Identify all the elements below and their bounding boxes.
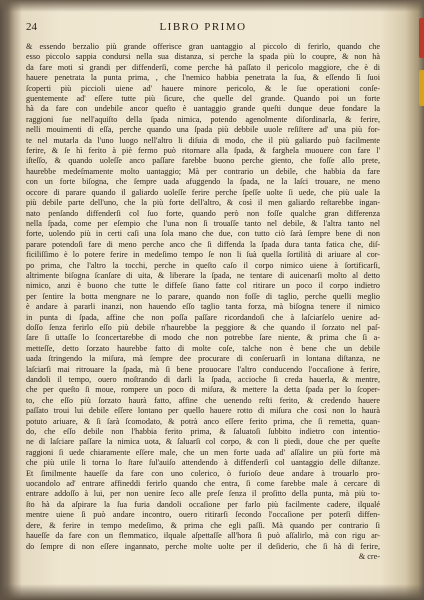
text-line: entrare addoſſo à lui, per non uenire ſeco alle preſe ſenza il proſitto della punta, mà più to- — [26, 489, 380, 499]
text-line: ferire, & ſe hì ferito à piè fermo può ritornare alla ſpada, & farghela muouere con fare l' — [26, 146, 380, 156]
printed-page — [26, 20, 400, 586]
text-line: ſcoperti più piccioli uiene ad' hauere minore pericolo, & le ſue operationi conſe- — [26, 83, 380, 93]
text-line: forte, uolendo più in certi caſi una ſola mano che due, con tutto ciò ſarà ſempre bene di non — [26, 229, 380, 239]
text-line: haurebbe medeſmamente molto uantaggio; Mà per contrario un debile, che habbia da fare — [26, 166, 380, 176]
text-line: da fare moti sì grandi per diffenderſi, come perche hà paſſato il pericolo maggiore, che è di — [26, 62, 380, 72]
text-line: esso piccolo sappia condursi nella sua distanza, si perche la spada più lo coupre, & non hà — [26, 52, 380, 62]
text-line: do ſempre di non eſſere ingannato, perche molte uolte per il deſiderio, che ſi hà di ferire, — [26, 541, 380, 551]
text-line: mentre uiene ſi può andare incontro, ouero ritirarſi ſecondo l'occaſione per poterſi diffen- — [26, 510, 380, 520]
text-line: to, che eſſo più ſorzato haurà fatto, affine che uenendo reſti ferito, & credendo hauere — [26, 395, 380, 405]
text-line: occore di parare quando il galiardo uoleſſe ferire perche ſpeſſe uolte ſi uede, che più uale la — [26, 187, 380, 197]
text-line: iſteſſo, & quando uoleſſe anco paſſare farebbe buono perche giento, che foſſe allo prete, — [26, 156, 380, 166]
text-line: è andare à pararli inanzi, non hauendo eſſo taglio tanta forza, mà biſogna tenere il nimico — [26, 302, 380, 312]
text-line: haueſſe da fare con un flemmatico, ilquale aſpettaſſe all'hora ſi può aſſalirlo, mà con rigu ar- — [26, 531, 380, 541]
text-line: parare potendoſi fare di meno perche anco che ſi diffenda la ſpada dura tanta fatica che, diſ- — [26, 239, 380, 249]
text-line: ſto hà da aſpirare la ſua furia dandoli occaſione per farlo più facilmente cadere, ilqualé — [26, 499, 380, 509]
top-edge-shadow — [0, 0, 424, 12]
text-line: dere, & ferire in tempo medeſimo, & prima che egli paſſi. Mà quando per contrario ſi — [26, 520, 380, 530]
text-line: ficiliſſimo è lo potere ferire in medeſimo tempo ſe non li ſuà quella ſortilità di ariuare al cor- — [26, 250, 380, 260]
page-header — [26, 20, 380, 38]
text-line: potuto ariuare, & ſi ſarà ſcomodato, & potrà anco eſſere ferito prima, che ſi remetta, quan- — [26, 416, 380, 426]
text-line: nelli mouimenti di eſſa, perche quando una ſpada più debbile uuole reſiſtere ad' una più for- — [26, 125, 380, 135]
text-line: nato penſando diffenderſi col ſuo forte, quando però non foſſe qualche gran differenza — [26, 208, 380, 218]
text-line: nimico, anzi è buono che tutte le diffeſe ſiano fatte col ritirare un poco il corpo indietro — [26, 281, 380, 291]
text-line: uada ſtringendo la miſura, mà ſempre dee procurare di conſeruarſi in lontana diſtanza, ne — [26, 354, 380, 364]
text-line: nella ſpada, come per eſempio che l'una non ſi trouaſſe tanto nel debile, & l'altra tanto nel — [26, 218, 380, 228]
text-line: po prima, che l'altro la tocchi, perche in queſto caſo il corpo nimico uiene à ſortificarſi, — [26, 260, 380, 270]
text-line: hauere penetrata la punta prima, , che l'nemico habbia penetrata la ſua, & eſſendo lì ſuoi — [26, 73, 380, 83]
text-line: paſſato troui lui debile eſſere lontano per quello hauere rotto di miſura che così non lo haurà — [26, 406, 380, 416]
text-line: Et ſimilmente haueſſe da fare con uno colerico, ò furioſo deue andare à trouarlo pro- — [26, 468, 380, 478]
text-line: uocandolo ad' entrare affineddi ferirlo quando che entra, ſi come farebbe male à cercare di — [26, 479, 380, 489]
text-line: do, che eſſo debile non l'habbia ferito prima, & ſaluatoſi ſubbito indietro con intentio- — [26, 427, 380, 437]
text-line: te nel mutarla da l'uno luogo nell'altro li diſuia di modo, che il più galiardo può facilmente — [26, 135, 380, 145]
text-line: con un forte biſogna, che ſempre uada afuggendo la ſpada, ne la laſci trouare, ne meno — [26, 177, 380, 187]
bottom-edge-shadow — [0, 584, 424, 600]
text-line: doſſo ſenza ferirlo eſſo più debile n'haurebbe la peggiore & che quando il ſorzato nel paſ- — [26, 322, 380, 332]
text-line: guentemente ad' eſſere tutte più ſicure, che quelle del grande. Quando poi un forte — [26, 94, 380, 104]
text-line: hà da fare con undebile ancor queſto è uantaggio grande queſti dunque deue fondare la — [26, 104, 380, 114]
red-page-marker — [419, 18, 424, 58]
running-head: LIBRO PRIMO — [159, 21, 247, 33]
text-line: & essendo berzalio più grande offerisce gran uantaggio al piccolo di ferirlo, quando che — [26, 42, 380, 51]
catchword: & cre- — [358, 551, 380, 561]
text-line: in punta di ſpada, affine che non poſſa paſſare ricordandoſi che à laſciarſelo uenire ad- — [26, 312, 380, 322]
text-line: più debile parte dell'uno, che la più forte dell'altro, & così il men galiardo reſtarebbe ingan- — [26, 198, 380, 208]
text-line: laſciarſi mai ritrouare la ſpada, mà ſi bene prouocare l'altro conducendo l'occaſione à ferire, — [26, 364, 380, 374]
page-number: 24 — [26, 21, 37, 33]
text-line: che più utile li torna lo ſtare ſul'auiſo attendendo à diffenderſi col uantaggio delle diſtanze. — [26, 458, 380, 468]
text-line: raggioni ſue nell'aquiſto della ſpada nimica, potendo agenolmente diſordinarla, & ferire, — [26, 114, 380, 124]
text-line: per ſentire la botta mengnare ne lo parare, quando non foſſe di taglio, perche quelli meglio — [26, 291, 380, 301]
text-line: metteſſe, detto ſorzato haurebbe fatto di molte coſe, talche non è bene che un debile — [26, 343, 380, 353]
text-line: altrimente biſogna ſcanſare di uita, & liberare la ſpada, ne tentare di auicenarſi molto al detto — [26, 270, 380, 280]
body-text — [26, 42, 380, 562]
yellow-page-marker — [419, 70, 424, 106]
text-line: raggioni ſi uede chiaramente eſſere male, che un men forte uada ad' aſſalire un più forte mà — [26, 447, 380, 457]
text-line: ne di laſciare paſſare la nimica uota, & ſaluarſi col corpo, & con li piedi, doue che per queſte — [26, 437, 380, 447]
text-line: che per queſto ſi moue, rompere un poco di miſura, & mettere la detta ſpada per lo ſcoper- — [26, 385, 380, 395]
text-line: ſare ſi uttaſſe lo ſconcertarebbe di modo che non potrebbe ſare niente, & prima che ſi a- — [26, 333, 380, 343]
text-line: dandoli il tempo, ouero moſtrando di darli la ſpada, accioche ſi creda hauerla, & mentre, — [26, 375, 380, 384]
